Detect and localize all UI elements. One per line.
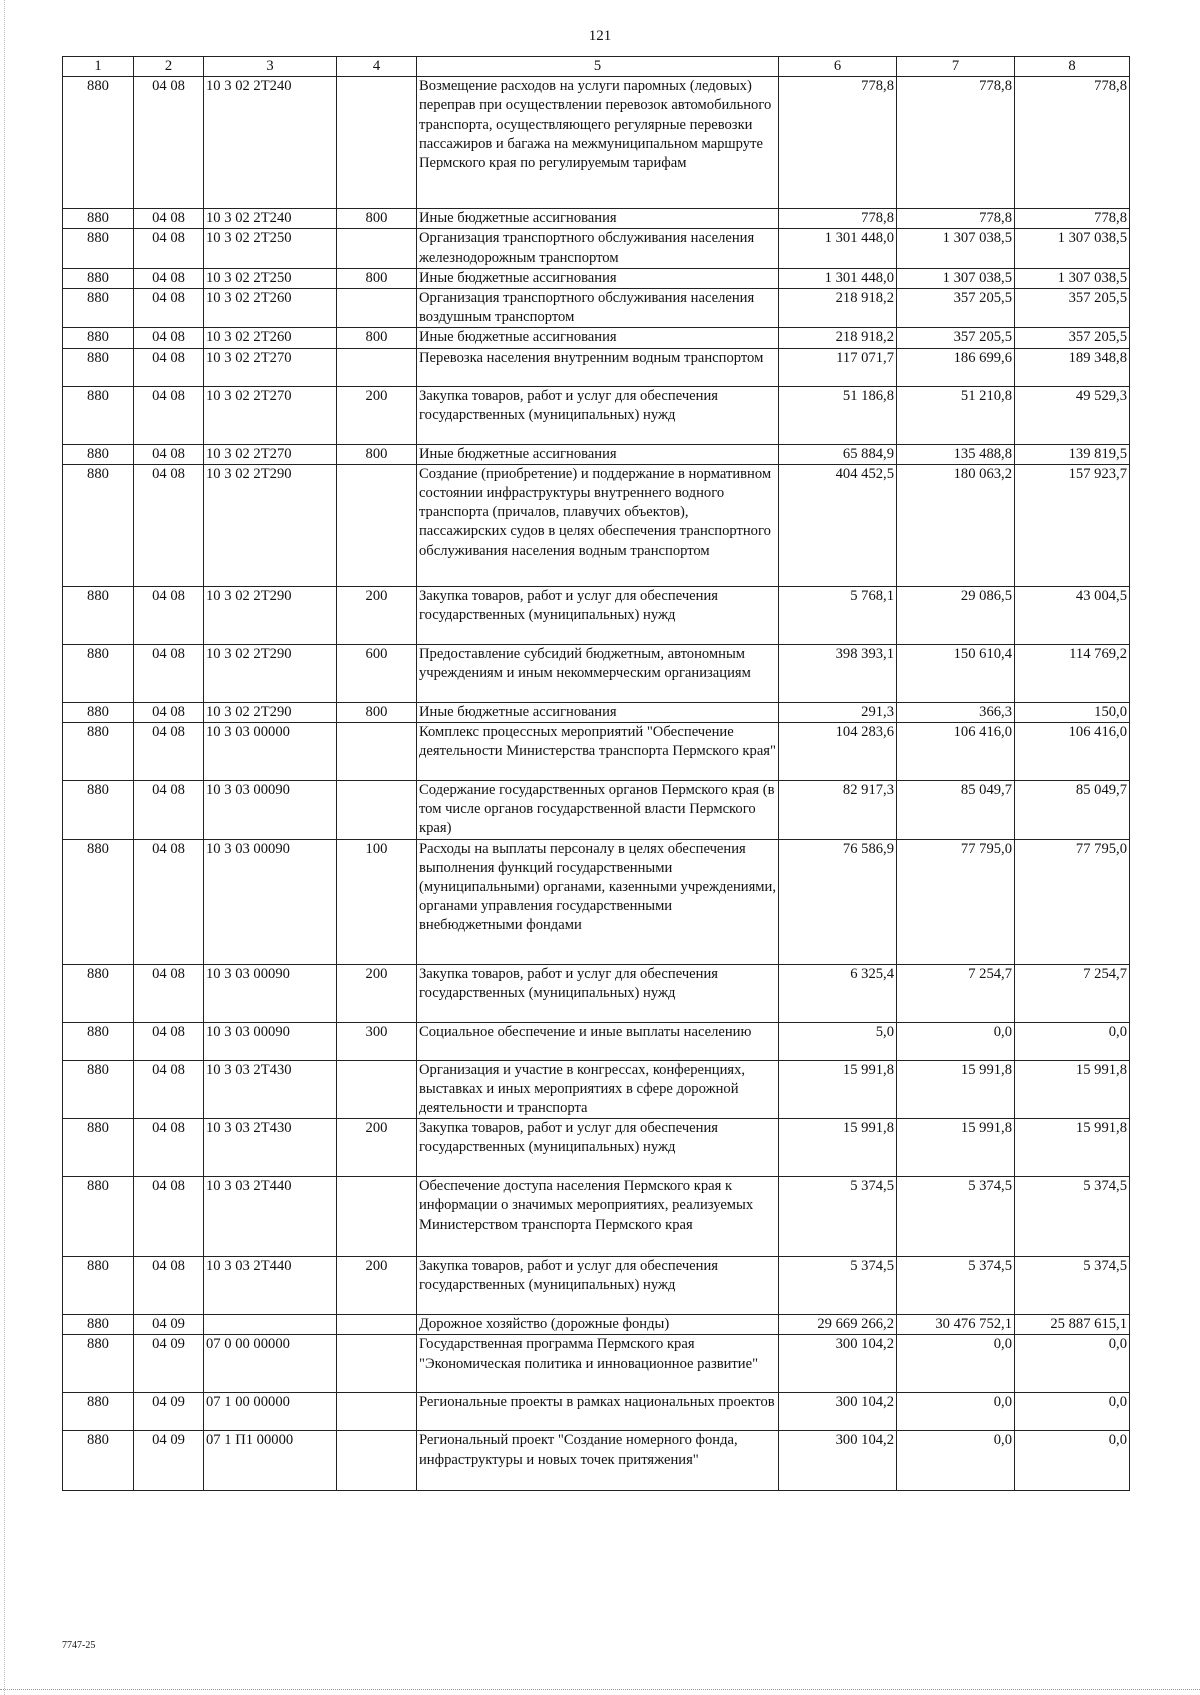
target-article-cell: 10 3 02 2Т240 bbox=[204, 209, 337, 229]
amount-2027-cell: 85 049,7 bbox=[1015, 781, 1130, 840]
target-article-cell: 10 3 02 2Т260 bbox=[204, 289, 337, 328]
section-code-cell: 04 08 bbox=[134, 1022, 204, 1060]
scan-edge-bottom bbox=[0, 1689, 1200, 1691]
amount-2026-cell: 5 374,5 bbox=[897, 1177, 1015, 1257]
section-code-cell: 04 08 bbox=[134, 386, 204, 444]
amount-2027-cell: 357 205,5 bbox=[1015, 289, 1130, 328]
target-article-cell bbox=[204, 1315, 337, 1335]
amount-2026-cell: 5 374,5 bbox=[897, 1257, 1015, 1315]
amount-2025-cell: 404 452,5 bbox=[779, 464, 897, 586]
target-article-cell: 07 0 00 00000 bbox=[204, 1335, 337, 1393]
amount-2027-cell: 5 374,5 bbox=[1015, 1257, 1130, 1315]
amount-2025-cell: 398 393,1 bbox=[779, 644, 897, 702]
amount-2025-cell: 300 104,2 bbox=[779, 1393, 897, 1431]
grbs-code-cell: 880 bbox=[63, 229, 134, 268]
amount-2025-cell: 76 586,9 bbox=[779, 839, 897, 964]
amount-2026-cell: 357 205,5 bbox=[897, 328, 1015, 348]
amount-2025-cell: 104 283,6 bbox=[779, 723, 897, 781]
amount-2027-cell: 0,0 bbox=[1015, 1335, 1130, 1393]
item-name-cell: Иные бюджетные ассигнования bbox=[417, 328, 779, 348]
item-name-cell: Организация и участие в конгрессах, конференциях, выставках и иных мероприятиях в сфере дорожной деятельности и транспорта bbox=[417, 1060, 779, 1119]
amount-2025-cell: 1 301 448,0 bbox=[779, 229, 897, 268]
amount-2027-cell: 139 819,5 bbox=[1015, 444, 1130, 464]
expense-type-cell bbox=[337, 229, 417, 268]
target-article-cell: 10 3 02 2Т270 bbox=[204, 386, 337, 444]
grbs-code-cell: 880 bbox=[63, 644, 134, 702]
item-name-cell: Закупка товаров, работ и услуг для обеспечения государственных (муниципальных) нужд bbox=[417, 964, 779, 1022]
amount-2027-cell: 77 795,0 bbox=[1015, 839, 1130, 964]
column-header: 5 bbox=[417, 57, 779, 77]
amount-2027-cell: 43 004,5 bbox=[1015, 586, 1130, 644]
target-article-cell: 10 3 02 2Т250 bbox=[204, 268, 337, 288]
amount-2027-cell: 5 374,5 bbox=[1015, 1177, 1130, 1257]
amount-2026-cell: 180 063,2 bbox=[897, 464, 1015, 586]
section-code-cell: 04 08 bbox=[134, 964, 204, 1022]
grbs-code-cell: 880 bbox=[63, 1257, 134, 1315]
expense-type-cell bbox=[337, 464, 417, 586]
target-article-cell: 10 3 03 2Т430 bbox=[204, 1060, 337, 1119]
grbs-code-cell: 880 bbox=[63, 464, 134, 586]
amount-2025-cell: 5 374,5 bbox=[779, 1177, 897, 1257]
grbs-code-cell: 880 bbox=[63, 386, 134, 444]
expense-type-cell bbox=[337, 1393, 417, 1431]
amount-2025-cell: 5 768,1 bbox=[779, 586, 897, 644]
item-name-cell: Содержание государственных органов Пермского края (в том числе органов государственной власти Пермского края) bbox=[417, 781, 779, 840]
amount-2026-cell: 106 416,0 bbox=[897, 723, 1015, 781]
section-code-cell: 04 08 bbox=[134, 348, 204, 386]
table-row bbox=[63, 1060, 1130, 1119]
amount-2025-cell: 218 918,2 bbox=[779, 328, 897, 348]
table-row bbox=[63, 723, 1130, 781]
amount-2025-cell: 15 991,8 bbox=[779, 1119, 897, 1177]
section-code-cell: 04 08 bbox=[134, 328, 204, 348]
amount-2027-cell: 114 769,2 bbox=[1015, 644, 1130, 702]
section-code-cell: 04 08 bbox=[134, 702, 204, 722]
amount-2026-cell: 186 699,6 bbox=[897, 348, 1015, 386]
table-row bbox=[63, 1177, 1130, 1257]
grbs-code-cell: 880 bbox=[63, 1335, 134, 1393]
table-row bbox=[63, 1022, 1130, 1060]
item-name-cell: Государственная программа Пермского края "Экономическая политика и инновационное развитие" bbox=[417, 1335, 779, 1393]
expense-type-cell: 800 bbox=[337, 444, 417, 464]
table-row bbox=[63, 702, 1130, 722]
amount-2027-cell: 778,8 bbox=[1015, 77, 1130, 209]
amount-2026-cell: 77 795,0 bbox=[897, 839, 1015, 964]
target-article-cell: 10 3 02 2Т290 bbox=[204, 464, 337, 586]
table-body bbox=[63, 77, 1130, 1491]
amount-2026-cell: 0,0 bbox=[897, 1431, 1015, 1491]
amount-2027-cell: 189 348,8 bbox=[1015, 348, 1130, 386]
section-code-cell: 04 09 bbox=[134, 1393, 204, 1431]
expense-type-cell bbox=[337, 289, 417, 328]
item-name-cell: Предоставление субсидий бюджетным, автономным учреждениям и иным некоммерческим организациям bbox=[417, 644, 779, 702]
amount-2027-cell: 1 307 038,5 bbox=[1015, 229, 1130, 268]
target-article-cell: 10 3 03 00090 bbox=[204, 1022, 337, 1060]
item-name-cell: Дорожное хозяйство (дорожные фонды) bbox=[417, 1315, 779, 1335]
table-row bbox=[63, 209, 1130, 229]
expense-type-cell: 600 bbox=[337, 644, 417, 702]
amount-2026-cell: 135 488,8 bbox=[897, 444, 1015, 464]
column-header: 3 bbox=[204, 57, 337, 77]
expense-type-cell: 200 bbox=[337, 1119, 417, 1177]
expense-type-cell: 300 bbox=[337, 1022, 417, 1060]
expense-type-cell bbox=[337, 1335, 417, 1393]
amount-2027-cell: 0,0 bbox=[1015, 1022, 1130, 1060]
table-row bbox=[63, 1257, 1130, 1315]
target-article-cell: 10 3 02 2Т290 bbox=[204, 702, 337, 722]
amount-2027-cell: 0,0 bbox=[1015, 1431, 1130, 1491]
table-row bbox=[63, 464, 1130, 586]
amount-2025-cell: 5 374,5 bbox=[779, 1257, 897, 1315]
amount-2026-cell: 85 049,7 bbox=[897, 781, 1015, 840]
item-name-cell: Закупка товаров, работ и услуг для обеспечения государственных (муниципальных) нужд bbox=[417, 586, 779, 644]
item-name-cell: Иные бюджетные ассигнования bbox=[417, 702, 779, 722]
expense-type-cell bbox=[337, 1177, 417, 1257]
table-row bbox=[63, 289, 1130, 328]
amount-2026-cell: 0,0 bbox=[897, 1335, 1015, 1393]
amount-2026-cell: 51 210,8 bbox=[897, 386, 1015, 444]
amount-2027-cell: 157 923,7 bbox=[1015, 464, 1130, 586]
amount-2027-cell: 0,0 bbox=[1015, 1393, 1130, 1431]
amount-2027-cell: 357 205,5 bbox=[1015, 328, 1130, 348]
item-name-cell: Закупка товаров, работ и услуг для обеспечения государственных (муниципальных) нужд bbox=[417, 1257, 779, 1315]
section-code-cell: 04 08 bbox=[134, 1177, 204, 1257]
section-code-cell: 04 09 bbox=[134, 1431, 204, 1491]
expense-type-cell bbox=[337, 723, 417, 781]
item-name-cell: Комплекс процессных мероприятий "Обеспечение деятельности Министерства транспорта Пермского края" bbox=[417, 723, 779, 781]
table-row bbox=[63, 386, 1130, 444]
item-name-cell: Создание (приобретение) и поддержание в нормативном состоянии инфраструктуры внутреннего водного транспорта (причалов, плавучих объектов), пассажирских судов в целях обеспечения транспортного обслуживания населения водным транспортом bbox=[417, 464, 779, 586]
target-article-cell: 10 3 03 2Т440 bbox=[204, 1177, 337, 1257]
amount-2027-cell: 7 254,7 bbox=[1015, 964, 1130, 1022]
expense-type-cell: 800 bbox=[337, 209, 417, 229]
amount-2026-cell: 30 476 752,1 bbox=[897, 1315, 1015, 1335]
section-code-cell: 04 08 bbox=[134, 839, 204, 964]
table-row bbox=[63, 1119, 1130, 1177]
target-article-cell: 10 3 02 2Т240 bbox=[204, 77, 337, 209]
expense-type-cell bbox=[337, 1431, 417, 1491]
section-code-cell: 04 08 bbox=[134, 781, 204, 840]
expense-type-cell: 100 bbox=[337, 839, 417, 964]
page-number: 121 bbox=[588, 28, 612, 44]
column-number-row bbox=[63, 57, 1130, 77]
expense-type-cell bbox=[337, 781, 417, 840]
grbs-code-cell: 880 bbox=[63, 348, 134, 386]
target-article-cell: 07 1 00 00000 bbox=[204, 1393, 337, 1431]
grbs-code-cell: 880 bbox=[63, 268, 134, 288]
grbs-code-cell: 880 bbox=[63, 1119, 134, 1177]
target-article-cell: 10 3 03 00090 bbox=[204, 839, 337, 964]
table-row bbox=[63, 644, 1130, 702]
column-header: 2 bbox=[134, 57, 204, 77]
item-name-cell: Перевозка населения внутренним водным транспортом bbox=[417, 348, 779, 386]
column-header: 6 bbox=[779, 57, 897, 77]
section-code-cell: 04 08 bbox=[134, 209, 204, 229]
amount-2026-cell: 0,0 bbox=[897, 1022, 1015, 1060]
section-code-cell: 04 08 bbox=[134, 464, 204, 586]
grbs-code-cell: 880 bbox=[63, 77, 134, 209]
target-article-cell: 10 3 02 2Т250 bbox=[204, 229, 337, 268]
section-code-cell: 04 08 bbox=[134, 268, 204, 288]
amount-2026-cell: 778,8 bbox=[897, 209, 1015, 229]
amount-2026-cell: 1 307 038,5 bbox=[897, 268, 1015, 288]
item-name-cell: Региональный проект "Создание номерного фонда, инфраструктуры и новых точек притяжения" bbox=[417, 1431, 779, 1491]
amount-2025-cell: 15 991,8 bbox=[779, 1060, 897, 1119]
expense-type-cell: 800 bbox=[337, 328, 417, 348]
grbs-code-cell: 880 bbox=[63, 839, 134, 964]
grbs-code-cell: 880 bbox=[63, 289, 134, 328]
table-row bbox=[63, 268, 1130, 288]
grbs-code-cell: 880 bbox=[63, 964, 134, 1022]
grbs-code-cell: 880 bbox=[63, 1022, 134, 1060]
expense-type-cell: 800 bbox=[337, 268, 417, 288]
column-header: 8 bbox=[1015, 57, 1130, 77]
table-header bbox=[63, 57, 1130, 77]
section-code-cell: 04 08 bbox=[134, 644, 204, 702]
target-article-cell: 10 3 02 2Т260 bbox=[204, 328, 337, 348]
amount-2025-cell: 6 325,4 bbox=[779, 964, 897, 1022]
target-article-cell: 10 3 02 2Т290 bbox=[204, 644, 337, 702]
item-name-cell: Организация транспортного обслуживания населения воздушным транспортом bbox=[417, 289, 779, 328]
amount-2027-cell: 49 529,3 bbox=[1015, 386, 1130, 444]
footer-code: 7747-25 bbox=[62, 1640, 96, 1651]
amount-2025-cell: 5,0 bbox=[779, 1022, 897, 1060]
amount-2025-cell: 65 884,9 bbox=[779, 444, 897, 464]
target-article-cell: 10 3 03 00090 bbox=[204, 964, 337, 1022]
item-name-cell: Возмещение расходов на услуги паромных (ледовых) переправ при осуществлении перевозок автомобильного транспорта, осуществляющего регулярные перевозки пассажиров и багажа на межмуниципальном маршруте Пермского края по регулируемым тарифам bbox=[417, 77, 779, 209]
section-code-cell: 04 08 bbox=[134, 77, 204, 209]
item-name-cell: Организация транспортного обслуживания населения железнодорожным транспортом bbox=[417, 229, 779, 268]
target-article-cell: 10 3 02 2Т290 bbox=[204, 586, 337, 644]
grbs-code-cell: 880 bbox=[63, 328, 134, 348]
amount-2026-cell: 1 307 038,5 bbox=[897, 229, 1015, 268]
target-article-cell: 10 3 03 00000 bbox=[204, 723, 337, 781]
amount-2025-cell: 29 669 266,2 bbox=[779, 1315, 897, 1335]
expense-type-cell bbox=[337, 1315, 417, 1335]
table-row bbox=[63, 586, 1130, 644]
amount-2026-cell: 29 086,5 bbox=[897, 586, 1015, 644]
amount-2025-cell: 300 104,2 bbox=[779, 1431, 897, 1491]
grbs-code-cell: 880 bbox=[63, 1315, 134, 1335]
target-article-cell: 10 3 02 2Т270 bbox=[204, 348, 337, 386]
amount-2027-cell: 150,0 bbox=[1015, 702, 1130, 722]
budget-table bbox=[62, 56, 1130, 1491]
section-code-cell: 04 08 bbox=[134, 1257, 204, 1315]
grbs-code-cell: 880 bbox=[63, 723, 134, 781]
amount-2027-cell: 15 991,8 bbox=[1015, 1060, 1130, 1119]
expense-type-cell bbox=[337, 77, 417, 209]
amount-2026-cell: 366,3 bbox=[897, 702, 1015, 722]
section-code-cell: 04 08 bbox=[134, 723, 204, 781]
amount-2026-cell: 357 205,5 bbox=[897, 289, 1015, 328]
target-article-cell: 10 3 03 2Т440 bbox=[204, 1257, 337, 1315]
table-row bbox=[63, 839, 1130, 964]
grbs-code-cell: 880 bbox=[63, 1060, 134, 1119]
amount-2025-cell: 778,8 bbox=[779, 77, 897, 209]
section-code-cell: 04 08 bbox=[134, 289, 204, 328]
column-header: 1 bbox=[63, 57, 134, 77]
target-article-cell: 10 3 02 2Т270 bbox=[204, 444, 337, 464]
target-article-cell: 10 3 03 2Т430 bbox=[204, 1119, 337, 1177]
expense-type-cell: 800 bbox=[337, 702, 417, 722]
table-row bbox=[63, 444, 1130, 464]
section-code-cell: 04 09 bbox=[134, 1315, 204, 1335]
expense-type-cell: 200 bbox=[337, 964, 417, 1022]
item-name-cell: Закупка товаров, работ и услуг для обеспечения государственных (муниципальных) нужд bbox=[417, 1119, 779, 1177]
section-code-cell: 04 08 bbox=[134, 1060, 204, 1119]
amount-2026-cell: 15 991,8 bbox=[897, 1119, 1015, 1177]
grbs-code-cell: 880 bbox=[63, 444, 134, 464]
grbs-code-cell: 880 bbox=[63, 702, 134, 722]
amount-2027-cell: 15 991,8 bbox=[1015, 1119, 1130, 1177]
item-name-cell: Расходы на выплаты персоналу в целях обеспечения выполнения функций государственными (муниципальными) органами, казенными учреждениями, органами управления государственными внебюджетными фондами bbox=[417, 839, 779, 964]
expense-type-cell bbox=[337, 1060, 417, 1119]
item-name-cell: Социальное обеспечение и иные выплаты населению bbox=[417, 1022, 779, 1060]
scan-edge-left bbox=[4, 0, 6, 1695]
grbs-code-cell: 880 bbox=[63, 1393, 134, 1431]
column-header: 7 bbox=[897, 57, 1015, 77]
amount-2025-cell: 117 071,7 bbox=[779, 348, 897, 386]
table-row bbox=[63, 964, 1130, 1022]
expense-type-cell: 200 bbox=[337, 1257, 417, 1315]
section-code-cell: 04 08 bbox=[134, 444, 204, 464]
amount-2025-cell: 291,3 bbox=[779, 702, 897, 722]
item-name-cell: Закупка товаров, работ и услуг для обеспечения государственных (муниципальных) нужд bbox=[417, 386, 779, 444]
table-row bbox=[63, 348, 1130, 386]
expense-type-cell bbox=[337, 348, 417, 386]
section-code-cell: 04 09 bbox=[134, 1335, 204, 1393]
amount-2025-cell: 778,8 bbox=[779, 209, 897, 229]
amount-2026-cell: 0,0 bbox=[897, 1393, 1015, 1431]
table-row bbox=[63, 229, 1130, 268]
item-name-cell: Региональные проекты в рамках национальных проектов bbox=[417, 1393, 779, 1431]
table-row bbox=[63, 781, 1130, 840]
item-name-cell: Иные бюджетные ассигнования bbox=[417, 209, 779, 229]
amount-2025-cell: 51 186,8 bbox=[779, 386, 897, 444]
table-row bbox=[63, 77, 1130, 209]
amount-2027-cell: 25 887 615,1 bbox=[1015, 1315, 1130, 1335]
amount-2026-cell: 778,8 bbox=[897, 77, 1015, 209]
expense-type-cell: 200 bbox=[337, 586, 417, 644]
section-code-cell: 04 08 bbox=[134, 586, 204, 644]
amount-2027-cell: 1 307 038,5 bbox=[1015, 268, 1130, 288]
grbs-code-cell: 880 bbox=[63, 781, 134, 840]
grbs-code-cell: 880 bbox=[63, 586, 134, 644]
section-code-cell: 04 08 bbox=[134, 1119, 204, 1177]
amount-2026-cell: 150 610,4 bbox=[897, 644, 1015, 702]
grbs-code-cell: 880 bbox=[63, 1431, 134, 1491]
amount-2025-cell: 1 301 448,0 bbox=[779, 268, 897, 288]
target-article-cell: 07 1 П1 00000 bbox=[204, 1431, 337, 1491]
amount-2025-cell: 82 917,3 bbox=[779, 781, 897, 840]
table-row bbox=[63, 1431, 1130, 1491]
table-row bbox=[63, 328, 1130, 348]
target-article-cell: 10 3 03 00090 bbox=[204, 781, 337, 840]
amount-2027-cell: 778,8 bbox=[1015, 209, 1130, 229]
item-name-cell: Иные бюджетные ассигнования bbox=[417, 444, 779, 464]
section-code-cell: 04 08 bbox=[134, 229, 204, 268]
column-header: 4 bbox=[337, 57, 417, 77]
expense-type-cell: 200 bbox=[337, 386, 417, 444]
amount-2025-cell: 218 918,2 bbox=[779, 289, 897, 328]
table-row bbox=[63, 1315, 1130, 1335]
amount-2025-cell: 300 104,2 bbox=[779, 1335, 897, 1393]
amount-2026-cell: 7 254,7 bbox=[897, 964, 1015, 1022]
item-name-cell: Иные бюджетные ассигнования bbox=[417, 268, 779, 288]
table-row bbox=[63, 1335, 1130, 1393]
grbs-code-cell: 880 bbox=[63, 209, 134, 229]
amount-2026-cell: 15 991,8 bbox=[897, 1060, 1015, 1119]
table-row bbox=[63, 1393, 1130, 1431]
item-name-cell: Обеспечение доступа населения Пермского края к информации о значимых мероприятиях, реализуемых Министерством транспорта Пермского края bbox=[417, 1177, 779, 1257]
amount-2027-cell: 106 416,0 bbox=[1015, 723, 1130, 781]
grbs-code-cell: 880 bbox=[63, 1177, 134, 1257]
